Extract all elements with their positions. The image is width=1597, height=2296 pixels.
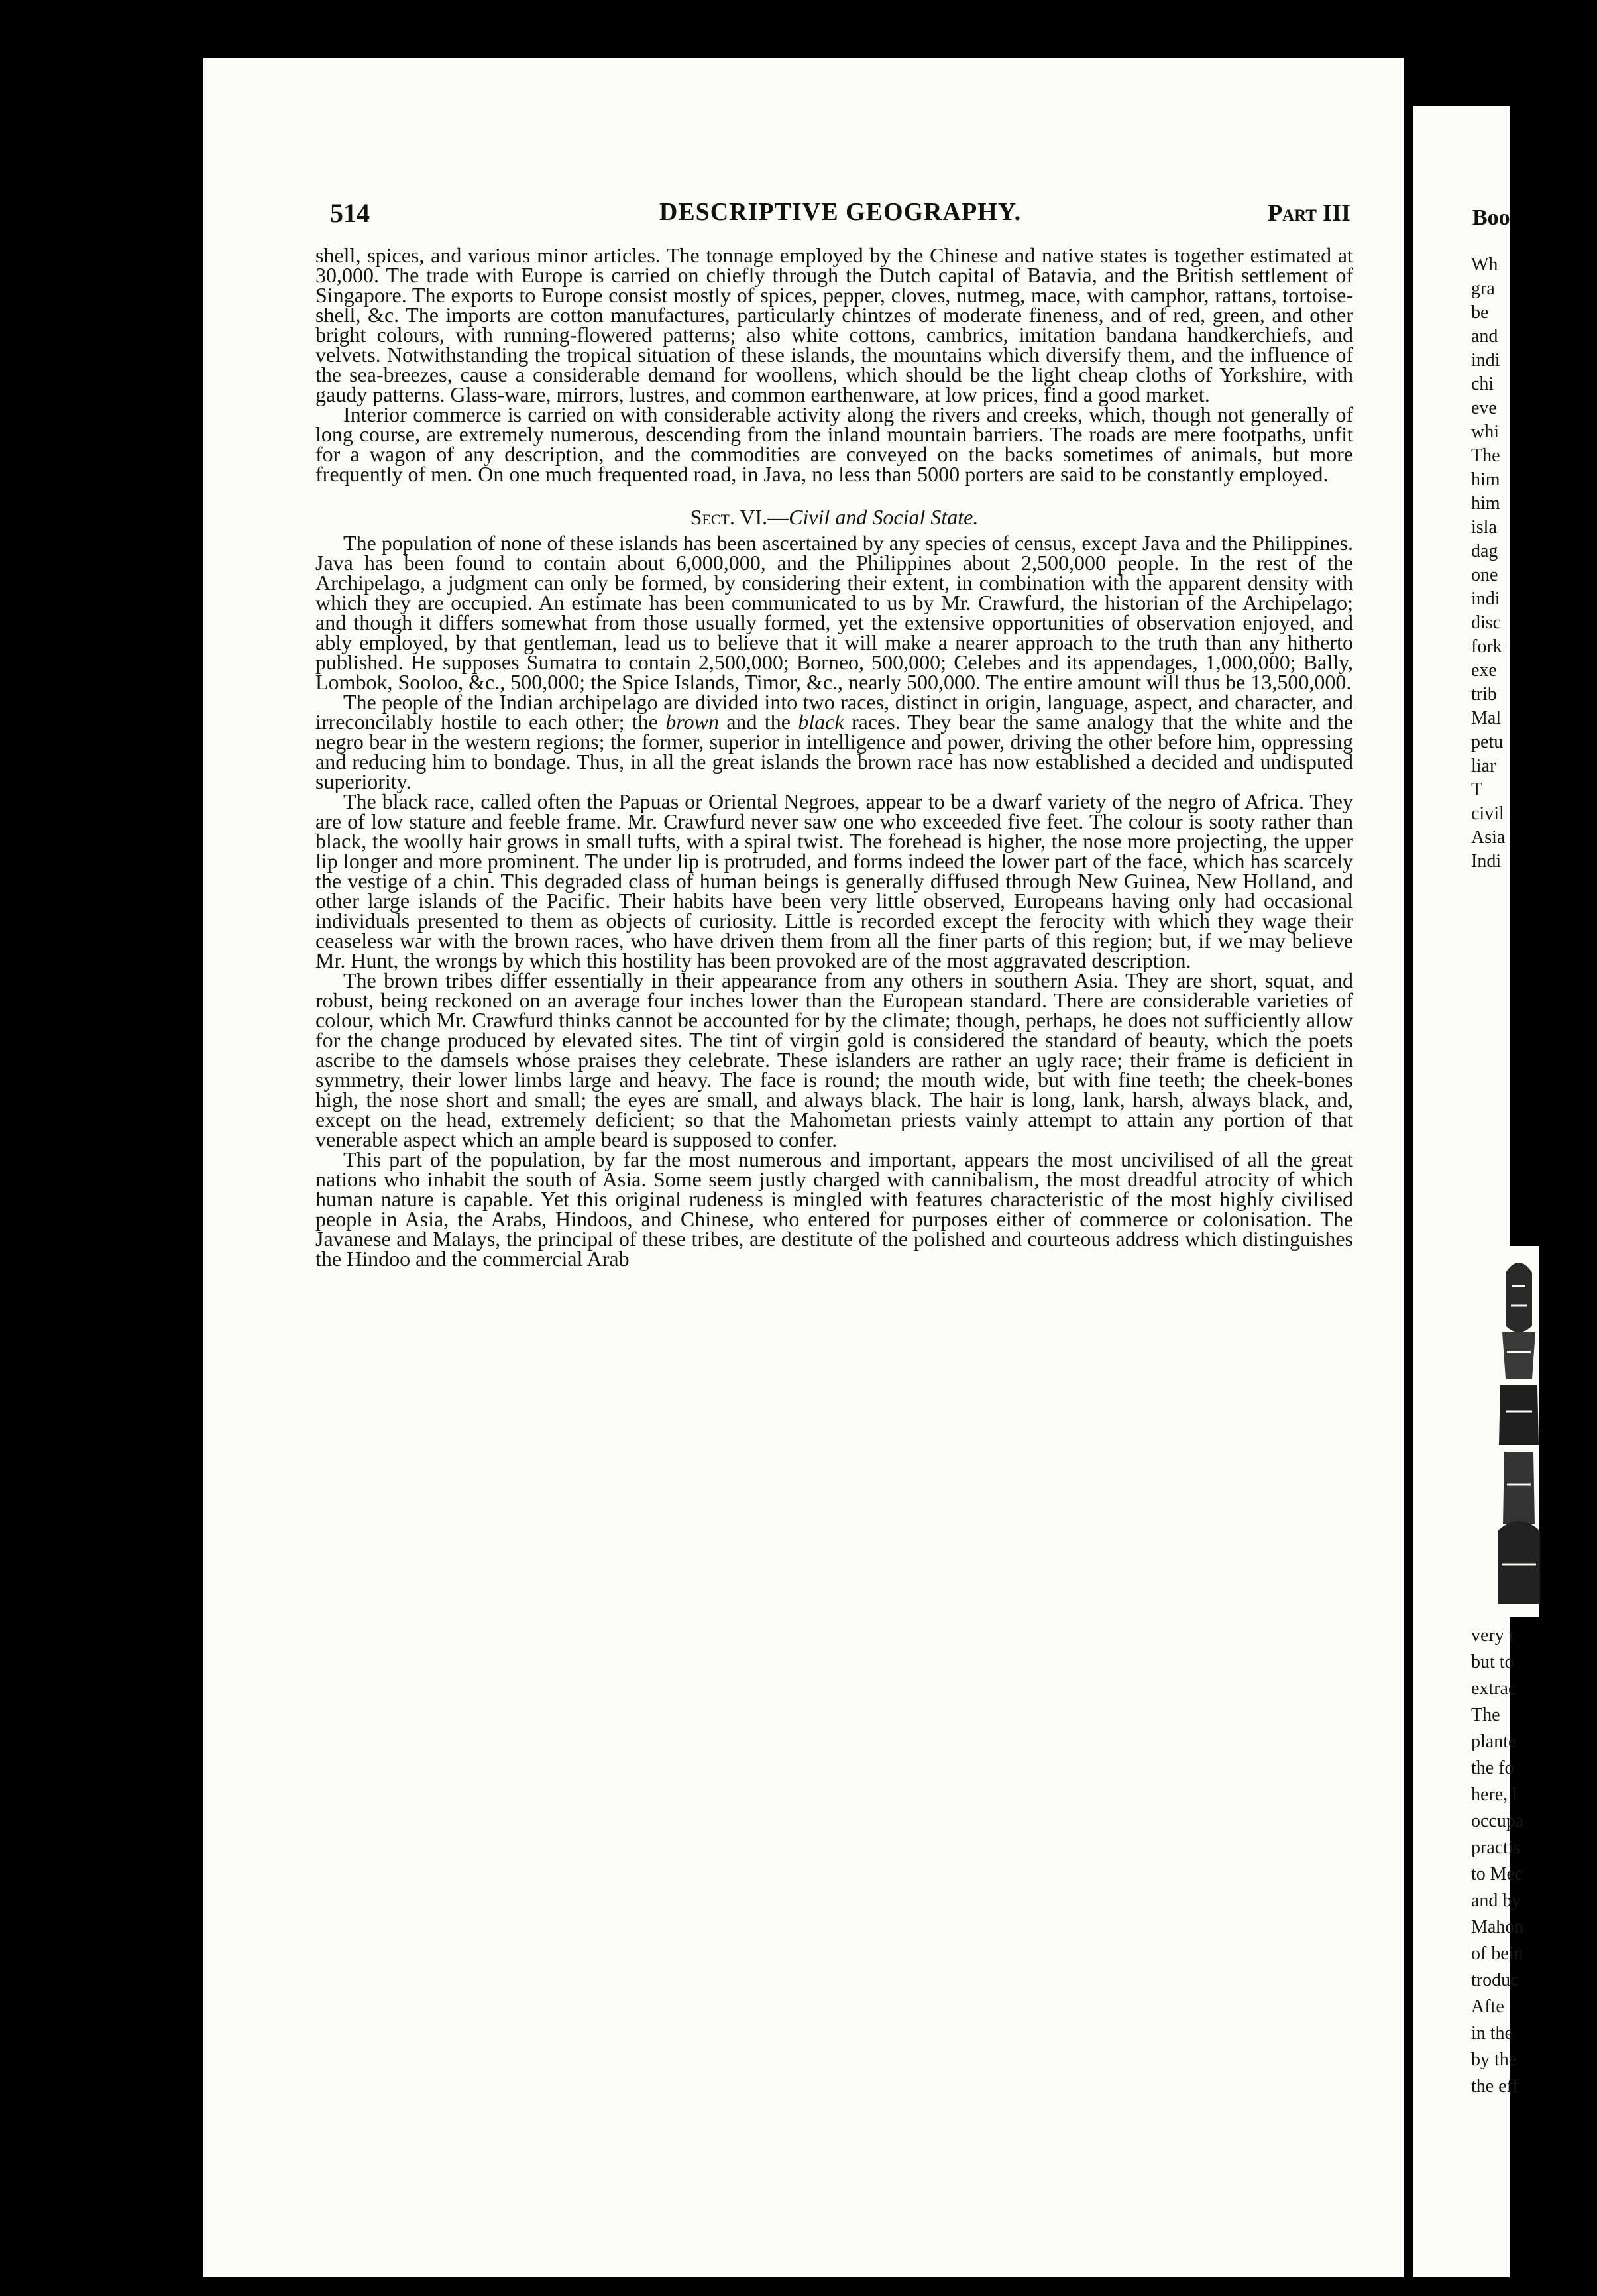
adjacent-line-fragment: disc bbox=[1471, 612, 1502, 633]
adjacent-line-fragment: him bbox=[1471, 493, 1500, 514]
adjacent-line-fragment: The bbox=[1471, 445, 1500, 466]
paragraph-interior-commerce: Interior commerce is carried on with considerable activity along the rivers and creeks, which, though not generally of long course, are extremely numerous, descending from the inland mountain barriers. The roads are mere footpaths, unfit for a wagon of any description, and the commodities are conveyed on the backs sometimes of animals, but more frequently of men. On one much frequented road, in Java, no less than 5000 porters are said to be constantly employed. bbox=[315, 402, 1353, 486]
adjacent-column-top bbox=[1471, 253, 1505, 874]
adjacent-line-fragment: be bbox=[1471, 302, 1489, 323]
adjacent-line-fragment: gra bbox=[1471, 278, 1495, 299]
paragraph-trade: shell, spices, and various minor articles. The tonnage employed by the Chinese and native states is together estimated at 30,000. The trade with Europe is carried on chiefly through the Dutch capital of Batavia, and the British settlement of Singapore. The exports to Europe consist mostly of spices, pepper, cloves, nutmeg, mace, with camphor, rattans, tortoise-shell, &c. The imports are cotton manufactures, particularly chintzes of moderate fineness, and of red, green, and other bright colours, with running-flowered patterns; also white cottons, cambrics, imitation bandana handkerchiefs, and velvets. Notwithstanding the tropical situation of these islands, the mountains which diversify them, and the influence of the sea-breezes, cause a considerable demand for woollens, which should be the light cheap cloths of Yorkshire, with gaudy patterns. Glass-ware, mirrors, lustres, and common earthenware, at low prices, find a good market. bbox=[315, 243, 1353, 406]
adjacent-line-fragment: in the bbox=[1471, 2023, 1513, 2043]
adjacent-line-fragment: civil bbox=[1471, 803, 1504, 824]
adjacent-line-fragment: the eff bbox=[1471, 2076, 1519, 2096]
adjacent-line-fragment: isla bbox=[1471, 517, 1497, 538]
adjacent-line-fragment: exe bbox=[1471, 660, 1497, 681]
part-label: Part III bbox=[1268, 200, 1350, 226]
adjacent-line-fragment: but to bbox=[1471, 1652, 1514, 1672]
adjacent-line-fragment: Mal bbox=[1471, 708, 1502, 728]
adjacent-line-fragment: dag bbox=[1471, 541, 1498, 561]
adjacent-engraving-illustration bbox=[1492, 1246, 1597, 1617]
section-heading bbox=[315, 505, 1353, 529]
adjacent-line-fragment: chi bbox=[1471, 374, 1494, 394]
adjacent-line-fragment: whi bbox=[1471, 422, 1499, 442]
adjacent-line-fragment: and bbox=[1471, 326, 1498, 347]
adjacent-line-fragment: practis bbox=[1471, 1837, 1521, 1858]
adjacent-line-fragment: indi bbox=[1471, 350, 1500, 371]
paragraph-brown-tribes: The brown tribes differ essentially in their appearance from any others in southern Asia. They are short, squat, and robust, being reckoned on an average four inches lower than the European standard. There are considerable varieties of colour, which Mr. Crawfurd thinks cannot be accounted for by the climate; though, perhaps, he does not sufficiently allow for the change produced by elevated sites. The tint of virgin gold is considered the standard of beauty, which the poets ascribe to the damsels whose praises they celebrate. These islanders are rather an ugly race; their frame is deficient in symmetry, their lower limbs large and heavy. The face is round; the mouth wide, but with fine teeth; the cheek-bones high, the nose short and small; the eyes are small, and always black. The hair is long, lank, harsh, always black, and, except on the head, extremely deficient; so that the Mahometan priests vainly attempt to attain any portion of that venerable aspect which an ample beard is supposed to confer. bbox=[315, 968, 1353, 1151]
adjacent-line-fragment: plante bbox=[1471, 1731, 1517, 1752]
adjacent-line-fragment: occupa bbox=[1471, 1811, 1524, 1831]
running-head: DESCRIPTIVE GEOGRAPHY. bbox=[659, 198, 1022, 226]
races-brown: brown bbox=[665, 710, 719, 734]
paragraph-black-race: The black race, called often the Papuas or Oriental Negroes, appear to be a dwarf variety of the negro of Africa. They are of low stature and feeble frame. Mr. Crawfurd never saw one who exceeded five feet. The colour is sooty rather than black, the woolly hair grows in small tufts, with a spiral twist. The forehead is higher, the nose more projecting, the upper lip longer and more prominent. The under lip is protruded, and forms indeed the lower part of the face, which has scarcely the vestige of a chin. This degraded class of human beings is generally diffused through New Guinea, New Holland, and other large islands of the Pacific. Their habits have been very little observed, Europeans having only had occasional individuals presented to them as objects of curiosity. Little is recorded except the ferocity with which they wage their ceaseless war with the brown races, who have driven them from all the finer parts of this region; but, if we may believe Mr. Hunt, the wrongs by which this hostility has been provoked are of the most aggravated description. bbox=[315, 789, 1353, 972]
adjacent-line-fragment: Indi bbox=[1471, 851, 1502, 872]
adjacent-line-fragment: T bbox=[1471, 779, 1483, 800]
adjacent-line-fragment: by the bbox=[1471, 2049, 1517, 2070]
book-page bbox=[203, 58, 1404, 2277]
adjacent-line-fragment: Mahon bbox=[1471, 1917, 1524, 1937]
adjacent-line-fragment: very t bbox=[1471, 1625, 1514, 1646]
adjacent-line-fragment: petu bbox=[1471, 732, 1504, 752]
page-number: 514 bbox=[330, 198, 370, 228]
adjacent-line-fragment: and by bbox=[1471, 1890, 1521, 1911]
adjacent-header-fragment: Boo bbox=[1472, 205, 1510, 230]
adjacent-line-fragment: one bbox=[1471, 565, 1498, 585]
adjacent-line-fragment: extrac bbox=[1471, 1678, 1517, 1699]
adjacent-line-fragment: to Mec bbox=[1471, 1864, 1523, 1884]
paragraph-population-part: This part of the population, by far the most numerous and important, appears the most uncivilised of all the great nations who inhabit the south of Asia. Some seem justly charged with cannibalism, the most dreadful atrocity of which human nature is capable. Yet this original rudeness is mingled with features characteristic of the most highly civilised people in Asia, the Arabs, Hindoos, and Chinese, who entered for purposes either of commerce or colonisation. The Javanese and Malays, the principal of these tribes, are destitute of the polished and courteous address which distinguishes the Hindoo and the commercial Arab bbox=[315, 1147, 1353, 1271]
adjacent-line-fragment: eve bbox=[1471, 398, 1497, 418]
paragraph-population: The population of none of these islands has been ascertained by any species of census, except Java and the Philippines. Java has been found to contain about 6,000,000, and the Philippines about 2,500,000 people. In the rest of the Archipelago, a judgment can only be formed, by considering their extent, in combination with the apparent density with which they are occupied. An estimate has been communicated to us by Mr. Crawfurd, the historian of the Archipelago; and though it differs somewhat from those usually formed, yet the extensive opportunities of observation enjoyed, and ably employed, by that gentleman, lead us to believe that it will make a nearer approach to the truth than any hitherto published. He supposes Sumatra to contain 2,500,000; Borneo, 500,000; Celebes and its appendages, 1,000,000; Bally, Lombok, Sooloo, &c., 500,000; the Spice Islands, Timor, &c., nearly 500,000. The entire amount will thus be 13,500,000. bbox=[315, 531, 1353, 694]
adjacent-line-fragment: fork bbox=[1471, 636, 1502, 657]
page-header bbox=[330, 198, 1350, 241]
races-text-c: races. They bear the same analogy that the white and the negro bear in the western regions; the former, superior in intelligence and power, driving the other before him, oppressing and reducing him to bondage. Thus, in all the great islands the brown race has now established a decided and undisputed superiority. bbox=[315, 710, 1354, 793]
races-text-b: and the bbox=[718, 710, 798, 734]
section-title: Civil and Social State. bbox=[789, 505, 979, 529]
races-text-a: The people of the Indian archipelago are divided into two races, distinct in origin, language, aspect, and character, and irreconcilably hostile to each other; the bbox=[315, 690, 1353, 734]
races-black: black bbox=[798, 710, 844, 734]
adjacent-line-fragment: troduc bbox=[1471, 1970, 1519, 1990]
adjacent-line-fragment: of bein bbox=[1471, 1943, 1523, 1964]
adjacent-line-fragment: Asia bbox=[1471, 827, 1506, 848]
body-text bbox=[315, 245, 1353, 1269]
adjacent-column-bottom bbox=[1471, 1623, 1523, 2100]
section-label: Sect. VI.— bbox=[690, 505, 789, 529]
adjacent-line-fragment: here, l bbox=[1471, 1784, 1517, 1805]
paragraph-races bbox=[315, 692, 1353, 791]
adjacent-line-fragment: liar bbox=[1471, 756, 1496, 776]
adjacent-line-fragment: him bbox=[1471, 469, 1500, 490]
adjacent-line-fragment: the fo bbox=[1471, 1758, 1514, 1778]
adjacent-line-fragment: Wh bbox=[1471, 255, 1498, 275]
adjacent-line-fragment: The bbox=[1471, 1705, 1500, 1725]
adjacent-line-fragment: Afte bbox=[1471, 1996, 1504, 2017]
adjacent-line-fragment: trib bbox=[1471, 684, 1497, 705]
adjacent-line-fragment: indi bbox=[1471, 589, 1500, 609]
adjacent-page-fragment bbox=[1413, 106, 1524, 2277]
